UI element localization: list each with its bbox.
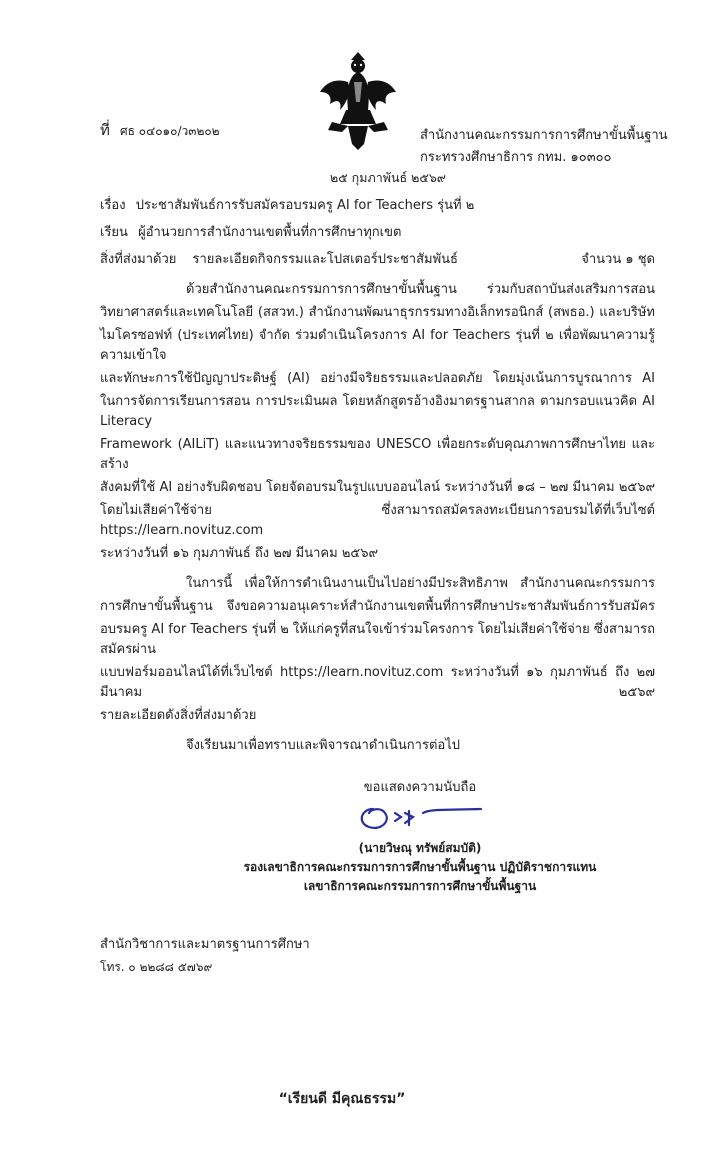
enclosure-quantity: จำนวน ๑ ชุด xyxy=(581,252,655,267)
subject-row xyxy=(100,196,655,216)
office-block xyxy=(420,125,700,169)
paragraph-line: Framework (AILiT) และแนวทางจริยธรรมของ UNESCO เพื่อยกระดับคุณภาพการศึกษาไทย และสร้าง xyxy=(100,437,655,472)
subject-text: ประชาสัมพันธ์การรับสมัครอบรมครู AI for Teachers รุ่นที่ ๒ xyxy=(135,198,475,213)
paragraph-1 xyxy=(100,280,655,564)
paragraph-line: ระหว่างวันที่ ๑๖ กุมภาพันธ์ ถึง ๒๗ มีนาคม ๒๕๖๙ xyxy=(100,546,379,561)
motto: “เรียนดี มีคุณธรรม” xyxy=(278,1091,406,1107)
paragraph-line: แบบฟอร์มออนไลน์ได้ที่เว็บไซต์ https://learn.novituz.com ระหว่างวันที่ ๑๖ กุมภาพันธ์ ถึง ๒๗ มีนาคม ๒๕๖๙ xyxy=(100,665,655,700)
salutation: ขอแสดงความนับถือ xyxy=(363,780,477,795)
enclosure-text: รายละเอียดกิจกรรมและโปสเตอร์ประชาสัมพันธ์ xyxy=(192,252,458,267)
enclosure-row xyxy=(100,250,655,270)
office-name: สำนักงานคณะกรรมการการศึกษาขั้นพื้นฐาน xyxy=(420,128,668,143)
office-address: กระทรวงศึกษาธิการ กทม. ๑๐๓๐๐ xyxy=(420,150,612,165)
handwritten-signature xyxy=(355,801,485,833)
recipient-label: เรียน xyxy=(100,225,128,240)
contact-block xyxy=(100,934,655,978)
letter-date: ๒๕ กุมภาพันธ์ ๒๕๖๙ xyxy=(330,170,446,185)
department-name: สำนักวิชาการและมาตรฐานการศึกษา xyxy=(100,937,310,952)
reference xyxy=(100,120,310,142)
signatory-title-1: รองเลขาธิการคณะกรรมการการศึกษาขั้นพื้นฐาน ปฏิบัติราชการแทน xyxy=(243,860,597,874)
reference-number: ศธ ๐๔๐๑๐/ว๓๒๐๒ xyxy=(120,124,220,138)
garuda-emblem xyxy=(318,52,398,152)
letter-body xyxy=(100,196,655,756)
enclosure-label: สิ่งที่ส่งมาด้วย xyxy=(100,252,177,267)
paragraph-line: การศึกษาขั้นพื้นฐาน จึงขอความอนุเคราะห์สำนักงานเขตพื้นที่การศึกษาประชาสัมพันธ์การรับสมัคร xyxy=(100,599,655,614)
paragraph-2 xyxy=(100,574,655,726)
subject-label: เรื่อง xyxy=(100,198,126,213)
paragraph-line: ในการนี้ เพื่อให้การดำเนินงานเป็นไปอย่างมีประสิทธิภาพ สำนักงานคณะกรรมการ xyxy=(186,576,655,591)
paragraph-line: ด้วยสำนักงานคณะกรรมการการศึกษาขั้นพื้นฐาน ร่วมกับสถาบันส่งเสริมการสอน xyxy=(186,282,655,297)
signatory-title-2: เลขาธิการคณะกรรมการการศึกษาขั้นพื้นฐาน xyxy=(303,879,537,893)
paragraph-line: สังคมที่ใช้ AI อย่างรับผิดชอบ โดยจัดอบรมในรูปแบบออนไลน์ ระหว่างวันที่ ๑๘ – ๒๗ มีนาคม ๒๕๖๙ xyxy=(100,480,655,495)
closing-request: จึงเรียนมาเพื่อทราบและพิจารณาดำเนินการต่อไป xyxy=(186,738,460,753)
paragraph-line: วิทยาศาสตร์และเทคโนโลยี (สสวท.) สำนักงานพัฒนาธุรกรรมทางอิเล็กทรอนิกส์ (สพธอ.) และบริษัท xyxy=(100,305,655,320)
recipient-text: ผู้อำนวยการสำนักงานเขตพื้นที่การศึกษาทุกเขต xyxy=(138,225,402,240)
reference-label: ที่ xyxy=(100,121,110,139)
enclosure-main xyxy=(100,250,458,270)
paragraph-line: รายละเอียดดังสิ่งที่ส่งมาด้วย xyxy=(100,708,257,723)
phone-number: โทร. ๐ ๒๒๘๘ ๕๗๖๙ xyxy=(100,960,213,974)
paragraph-line: และทักษะการใช้ปัญญาประดิษฐ์ (AI) อย่างมีจริยธรรมและปลอดภัย โดยมุ่งเน้นการบูรณาการ AI xyxy=(100,371,655,386)
paragraph-line: ในการจัดการเรียนการสอน การประเมินผล โดยหลักสูตรอ้างอิงมาตรฐานสากล ตามกรอบแนวคิด AI Literacy xyxy=(100,394,655,429)
paragraph-line: ไมโครซอฟท์ (ประเทศไทย) จำกัด ร่วมดำเนินโครงการ AI for Teachers รุ่นที่ ๒ เพื่อพัฒนาความรู้ ความเข้าใจ xyxy=(100,328,655,363)
recipient-row xyxy=(100,223,655,243)
letter-header xyxy=(0,0,724,196)
paragraph-line: อบรมครู AI for Teachers รุ่นที่ ๒ ให้แก่ครูที่สนใจเข้าร่วมโครงการ โดยไม่เสียค่าใช้จ่าย ซึ่งสามารถสมัครผ่าน xyxy=(100,622,655,657)
signature-block xyxy=(240,778,600,896)
paragraph-line: โดยไม่เสียค่าใช้จ่าย ซึ่งสามารถสมัครลงทะเบียนการอบรมได้ที่เว็บไซต์ https://learn.novituz.com xyxy=(100,503,655,538)
signatory-name: (นายวิษณุ ทรัพย์สมบัติ) xyxy=(358,841,482,855)
